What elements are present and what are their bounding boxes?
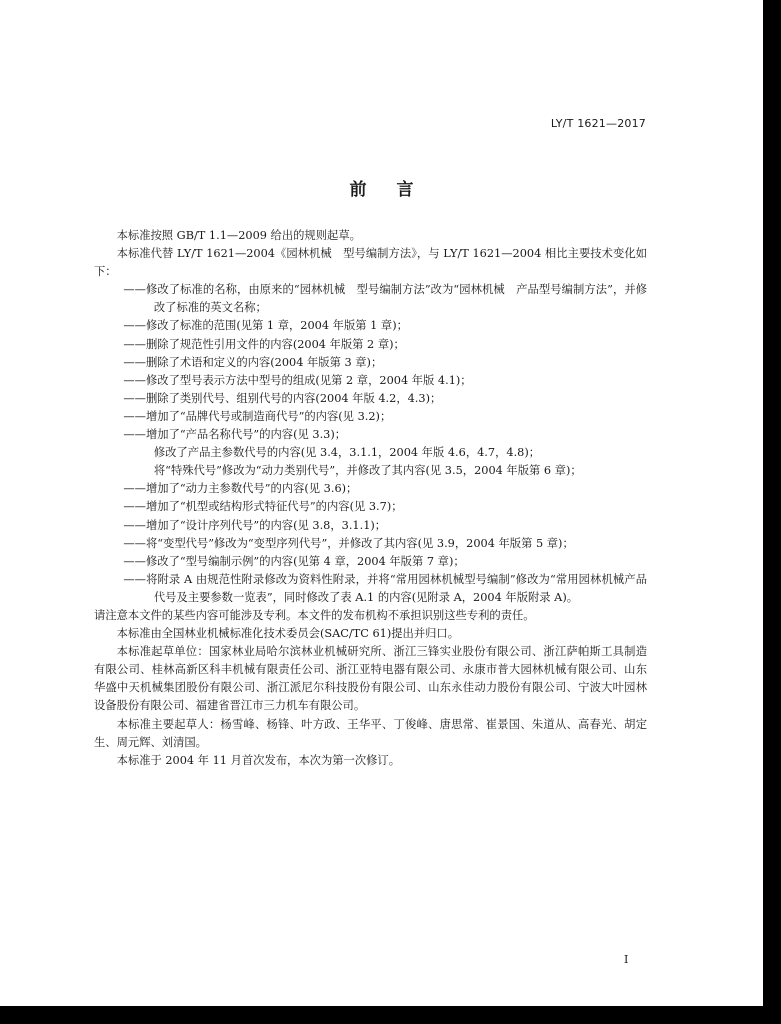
change-item: —— 将“变型代号”修改为“变型序列代号”，并修改了其内容(见 3.9，2004 年版第 5 章)； bbox=[94, 535, 647, 553]
standard-code: LY/T 1621—2017 bbox=[550, 117, 646, 130]
change-item: —— 删除了规范性引用文件的内容(2004 年版第 2 章)； bbox=[94, 336, 647, 354]
page-number: I bbox=[624, 953, 629, 966]
change-item: —— 增加了“机型或结构形式特征代号”的内容(见 3.7)； bbox=[94, 498, 647, 516]
paragraph: 本标准按照 GB/T 1.1—2009 给出的规则起草。 bbox=[116, 229, 361, 242]
change-item: —— 增加了“品牌代号或制造商代号”的内容(见 3.2)； bbox=[94, 408, 647, 426]
change-item: —— 增加了“设计序列代号”的内容(见 3.8，3.1.1)； bbox=[94, 517, 647, 535]
change-item: 将“特殊代号”修改为“动力类别代号”，并修改了其内容(见 3.5，2004 年版第 6 章)； bbox=[153, 464, 582, 478]
change-item: —— 将附录 A 由规范性附录修改为资料性附录，并将“常用园林机械型号编制”修改为“常用园林机械产品代号及主要参数一览表”，同时修改了表 A.1 的内容(见附录 A，2004 年版附录 A)。 bbox=[94, 571, 647, 607]
change-item: —— 修改了“型号编制示例”的内容(见第 4 章，2004 年版第 7 章)； bbox=[94, 553, 647, 571]
change-item: —— 修改了标准的范围(见第 1 章，2004 年版第 1 章)； bbox=[94, 317, 647, 335]
page-title: 前言 bbox=[349, 180, 444, 200]
change-item: —— 删除了类别代号、组别代号的内容(2004 年版 4.2，4.3)； bbox=[94, 390, 647, 408]
paragraph: 请注意本文件的某些内容可能涉及专利。本文件的发布机构不承担识别这些专利的责任。 bbox=[94, 608, 535, 622]
paragraph: 本标准于 2004 年 11 月首次发布，本次为第一次修订。 bbox=[116, 753, 401, 767]
foreword-body bbox=[94, 227, 647, 770]
change-item: —— 增加了“动力主参数代号”的内容(见 3.6)； bbox=[94, 480, 647, 498]
change-item: 修改了产品主参数代号的内容(见 3.4，3.1.1，2004 年版 4.6，4.7，4.8)； bbox=[153, 446, 541, 460]
paragraph: 本标准主要起草人：杨雪峰、杨锋、叶方政、王华平、丁俊峰、唐思常、崔景国、朱道从、高春光、胡定生、周元辉、刘清国。 bbox=[94, 717, 647, 749]
paragraph: 本标准代替 LY/T 1621—2004《园林机械 型号编制方法》，与 LY/T 1621—2004 相比主要技术变化如下： bbox=[94, 247, 647, 279]
change-item: —— 修改了型号表示方法中型号的组成(见第 2 章，2004 年版 4.1)； bbox=[94, 372, 647, 390]
change-item: —— 删除了术语和定义的内容(2004 年版第 3 章)； bbox=[94, 354, 647, 372]
change-item: —— 修改了标准的名称，由原来的“园林机械 型号编制方法”改为“园林机械 产品型号编制方法”，并修改了标准的英文名称； bbox=[94, 281, 647, 317]
paragraph: 本标准由全国林业机械标准化技术委员会(SAC/TC 61)提出并归口。 bbox=[116, 627, 460, 641]
paragraph: 本标准起草单位：国家林业局哈尔滨林业机械研究所、浙江三锋实业股份有限公司、浙江萨帕斯工具制造有限公司、桂林高新区科丰机械有限责任公司、浙江亚特电器有限公司、永康市普大园林机械有限公司、山东华盛中天机械集团股份有限公司、浙江派尼尔科技股份有限公司、山东永佳动力股份有限公司、宁波大叶园林设备股份有限公司、福建省晋江市三力机车有限公司。 bbox=[94, 645, 647, 713]
change-item: —— 增加了“产品名称代号”的内容(见 3.3)； bbox=[94, 426, 647, 444]
